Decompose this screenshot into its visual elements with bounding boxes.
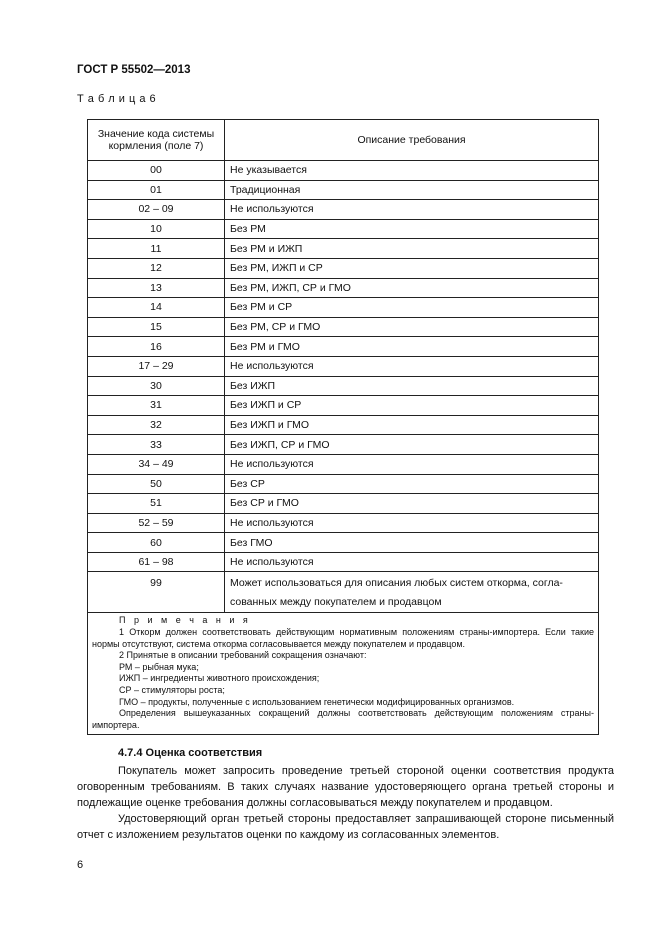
table-row (88, 298, 599, 318)
description-cell: Без РМ (225, 219, 599, 239)
description-cell: Не используются (225, 454, 599, 474)
code-cell: 01 (88, 180, 225, 200)
feeding-system-table (87, 119, 599, 735)
description-cell: Без ГМО (225, 533, 599, 553)
table-row (88, 180, 599, 200)
table-row (88, 356, 599, 376)
table-row (88, 258, 599, 278)
table-row (88, 474, 599, 494)
table-row (88, 552, 599, 572)
paragraph-2: Удостоверяющий орган третьей стороны предоставляет запрашивающей стороне письменный отчет с изложением результатов оценки по каждому из согласованных элементов. (77, 813, 614, 841)
table-row (88, 435, 599, 455)
code-cell: 15 (88, 317, 225, 337)
column-header-description: Описание требования (225, 120, 599, 161)
code-cell: 99 (88, 572, 225, 613)
description-cell: Не используются (225, 513, 599, 533)
table-row (88, 239, 599, 259)
code-cell: 13 (88, 278, 225, 298)
table-row (88, 572, 599, 613)
table-body (88, 161, 599, 613)
table-row (88, 317, 599, 337)
table-notes (88, 613, 599, 735)
code-cell: 02 – 09 (88, 200, 225, 220)
table-row (88, 513, 599, 533)
table-header-row (88, 120, 599, 161)
note-2: 2 Принятые в описании требований сокращения означают: (119, 650, 367, 661)
code-cell: 52 – 59 (88, 513, 225, 533)
code-cell: 34 – 49 (88, 454, 225, 474)
table-row (88, 200, 599, 220)
description-cell: Не указывается (225, 161, 599, 181)
table-row (88, 376, 599, 396)
description-cell: Без РМ, ИЖП и СР (225, 258, 599, 278)
section-title: 4.7.4 Оценка соответствия (118, 747, 263, 759)
description-cell: Без РМ и ГМО (225, 337, 599, 357)
description-cell: Традиционная (225, 180, 599, 200)
description-cell: Без ИЖП и ГМО (225, 415, 599, 435)
table-row (88, 494, 599, 514)
code-cell: 00 (88, 161, 225, 181)
description-cell: Может использоваться для описания любых систем откорма, согла-сованных между покупателем и продавцом (225, 572, 599, 613)
description-cell: Без РМ, СР и ГМО (225, 317, 599, 337)
notes-row (88, 613, 599, 735)
abbr-definitions: Определения вышеуказанных сокращений должны соответствовать действующим положениям страны-импортера. (92, 708, 594, 730)
description-cell: Не используются (225, 356, 599, 376)
table-row (88, 219, 599, 239)
description-cell: Без РМ и ИЖП (225, 239, 599, 259)
code-cell: 12 (88, 258, 225, 278)
code-cell: 50 (88, 474, 225, 494)
abbr-sr: СР – стимуляторы роста; (119, 685, 225, 696)
table-caption: Т а б л и ц а 6 (77, 93, 157, 105)
page-number: 6 (77, 859, 84, 871)
code-cell: 30 (88, 376, 225, 396)
column-header-code: Значение кода системы кормления (поле 7) (88, 120, 225, 161)
description-cell: Не используются (225, 200, 599, 220)
paragraph-1: Покупатель может запросить проведение третьей стороной оценки соответствия продукта оговоренным требованиям. В таких случаях название удостоверяющего органа третьей стороны и подлежащие оценке требования должны согласовываться между покупателем и продавцом. (77, 765, 614, 809)
description-cell: Без ИЖП и СР (225, 396, 599, 416)
code-cell: 14 (88, 298, 225, 318)
description-cell: Без РМ и СР (225, 298, 599, 318)
notes-title: П р и м е ч а н и я (119, 615, 251, 626)
table-row (88, 533, 599, 553)
table-row (88, 415, 599, 435)
abbr-izhp: ИЖП – ингредиенты животного происхождения; (119, 673, 320, 684)
code-cell: 60 (88, 533, 225, 553)
document-header: ГОСТ Р 55502—2013 (77, 64, 191, 76)
code-cell: 33 (88, 435, 225, 455)
code-cell: 32 (88, 415, 225, 435)
table-row (88, 161, 599, 181)
description-cell: Без РМ, ИЖП, СР и ГМО (225, 278, 599, 298)
code-cell: 61 – 98 (88, 552, 225, 572)
description-cell: Без ИЖП (225, 376, 599, 396)
note-1: 1 Откорм должен соответствовать действующим нормативным положениям страны-импортера. Если такие нормы отсутствуют, система откорма согласовывается между покупателем и продавцом. (92, 627, 594, 649)
abbr-gmo: ГМО – продукты, полученные с использованием генетически модифицированных организмов. (119, 696, 515, 707)
code-cell: 11 (88, 239, 225, 259)
code-cell: 16 (88, 337, 225, 357)
table-row (88, 337, 599, 357)
code-cell: 51 (88, 494, 225, 514)
description-cell: Без ИЖП, СР и ГМО (225, 435, 599, 455)
description-cell: Без СР и ГМО (225, 494, 599, 514)
code-cell: 17 – 29 (88, 356, 225, 376)
table-row (88, 454, 599, 474)
description-cell: Без СР (225, 474, 599, 494)
description-cell: Не используются (225, 552, 599, 572)
table-row (88, 396, 599, 416)
abbr-rm: РМ – рыбная мука; (119, 661, 199, 672)
code-cell: 10 (88, 219, 225, 239)
table-row (88, 278, 599, 298)
code-cell: 31 (88, 396, 225, 416)
